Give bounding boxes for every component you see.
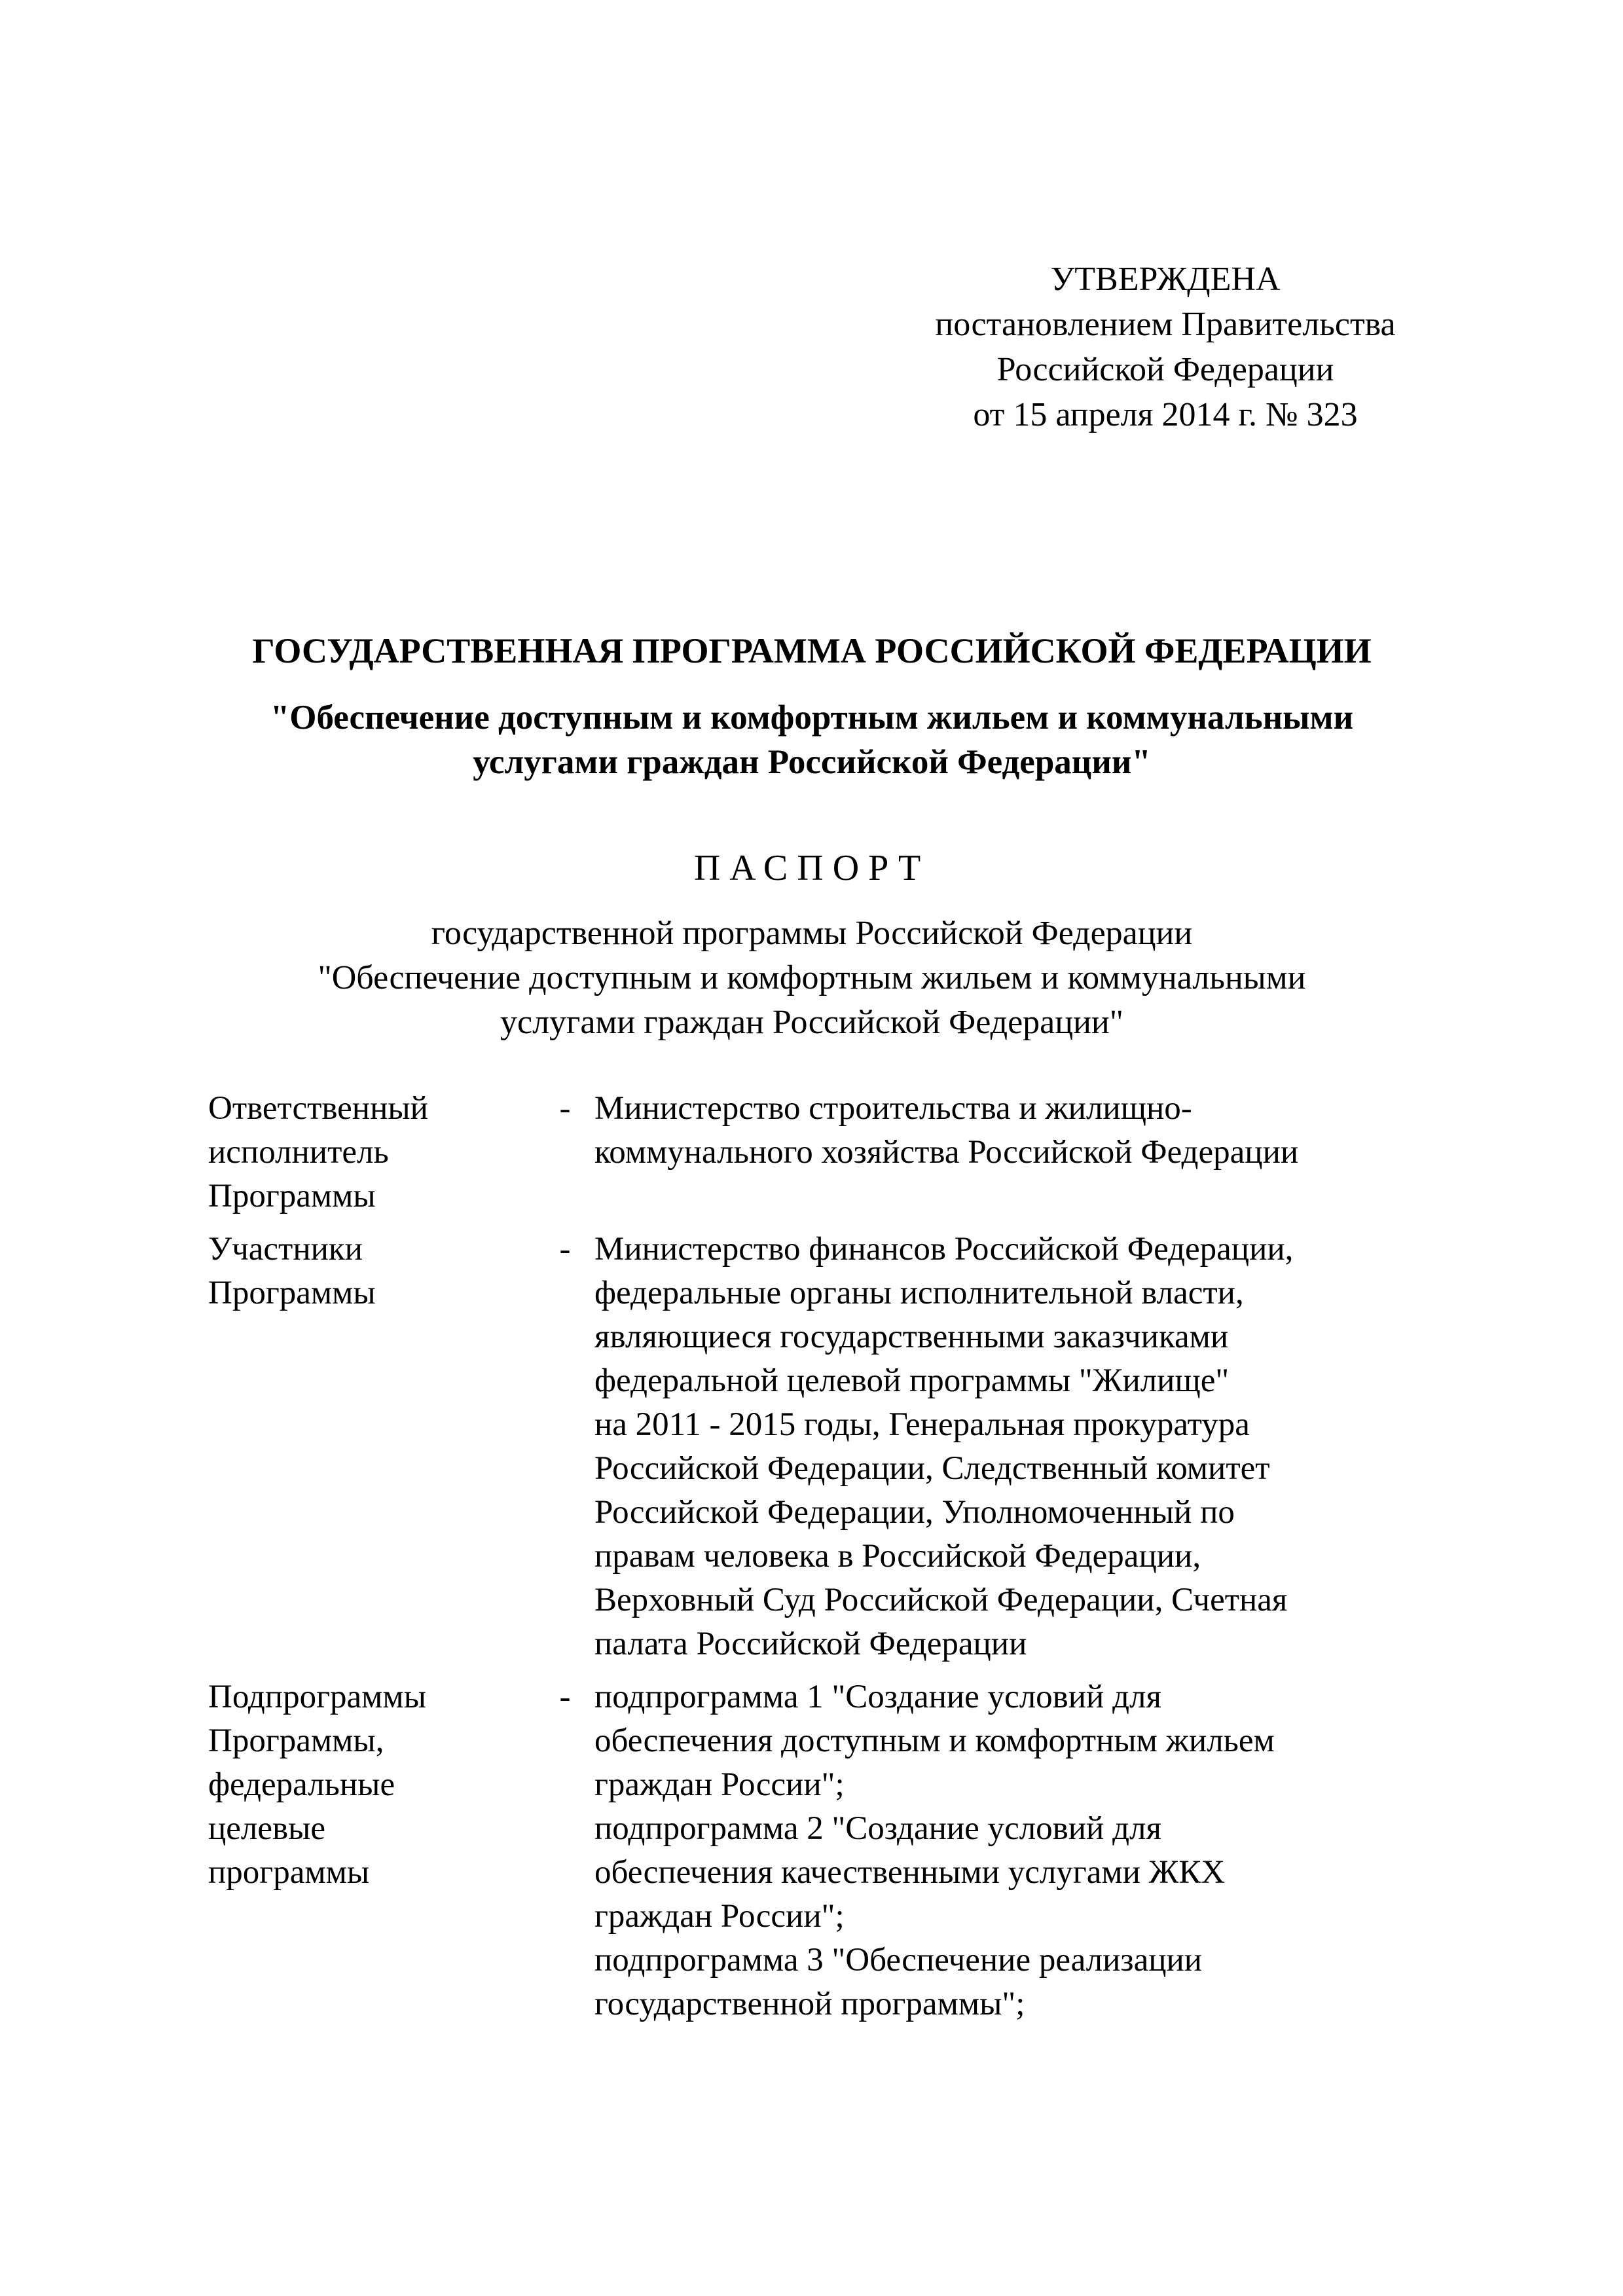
approval-line: Российской Федерации <box>996 351 1334 388</box>
approval-line: постановлением Правительства <box>935 306 1396 343</box>
passport-subtitle-line: государственной программы Российской Федерации <box>431 915 1193 952</box>
passport-heading: ПАСПОРТ <box>693 848 930 888</box>
passport-row-responsible <box>208 1087 1465 1218</box>
approval-line: УТВЕРЖДЕНА <box>1050 261 1281 298</box>
passport-row-participants <box>208 1228 1465 1666</box>
approval-line: от 15 апреля 2014 г. № 323 <box>973 396 1358 433</box>
row-label-line: Программы <box>208 1178 376 1214</box>
approval-stamp <box>877 257 1453 437</box>
row-value-line: подпрограмма 3 "Обеспечение реализации <box>594 1942 1203 1978</box>
row-label-line: Ответственный <box>208 1090 428 1127</box>
row-value-line: подпрограмма 2 "Создание условий для <box>594 1810 1161 1847</box>
row-dash: - <box>559 1679 571 1715</box>
row-value <box>594 1087 1465 1218</box>
row-dash: - <box>559 1231 571 1267</box>
row-value <box>594 1228 1465 1666</box>
row-label-line: Участники <box>208 1231 363 1267</box>
row-value-line: Российской Федерации, Уполномоченный по <box>594 1494 1235 1531</box>
row-label-line: исполнитель <box>208 1134 389 1171</box>
passport-table <box>208 1087 1465 2035</box>
row-label-line: целевые <box>208 1810 325 1847</box>
row-value-line: государственной программы"; <box>594 1986 1025 2022</box>
program-subtitle <box>157 695 1467 784</box>
row-label-line: Подпрограммы <box>208 1679 426 1715</box>
row-value-line: являющиеся государственными заказчиками <box>594 1319 1229 1355</box>
row-value-line: федеральной целевой программы "Жилище" <box>594 1362 1230 1399</box>
row-value-line: Министерство строительства и жилищно- <box>594 1090 1192 1127</box>
row-value-line: коммунального хозяйства Российской Федерации <box>594 1134 1299 1171</box>
row-value-line: правам человека в Российской Федерации, <box>594 1538 1201 1575</box>
passport-subtitle-line: услугами граждан Российской Федерации" <box>500 1004 1123 1041</box>
program-title: ГОСУДАРСТВЕННАЯ ПРОГРАММА РОССИЙСКОЙ ФЕДЕРАЦИИ <box>252 631 1372 670</box>
row-value-line: Российской Федерации, Следственный комитет <box>594 1450 1270 1487</box>
row-value-line: на 2011 - 2015 годы, Генеральная прокуратура <box>594 1406 1250 1443</box>
row-label <box>208 1675 536 2026</box>
passport-row-subprograms <box>208 1675 1465 2026</box>
row-label <box>208 1228 536 1666</box>
row-value-line: подпрограмма 1 "Создание условий для <box>594 1679 1161 1715</box>
row-value-line: палата Российской Федерации <box>594 1626 1027 1662</box>
row-label-line: Программы <box>208 1275 376 1311</box>
row-value-line: обеспечения качественными услугами ЖКХ <box>594 1854 1226 1891</box>
program-subtitle-line: "Обеспечение доступным и комфортным жильем и коммунальными <box>270 699 1354 737</box>
passport-subtitle-line: "Обеспечение доступным и комфортным жильем и коммунальными <box>318 959 1306 996</box>
row-value-line: граждан России"; <box>594 1898 845 1935</box>
row-value-line: Министерство финансов Российской Федерации, <box>594 1231 1294 1267</box>
row-dash: - <box>559 1090 571 1127</box>
passport-subtitle <box>157 911 1467 1045</box>
row-value-line: граждан России"; <box>594 1766 845 1803</box>
program-subtitle-line: услугами граждан Российской Федерации" <box>473 743 1151 781</box>
row-label-line: Программы, <box>208 1722 384 1759</box>
row-label-line: программы <box>208 1854 370 1891</box>
row-label <box>208 1087 536 1218</box>
row-value-line: федеральные органы исполнительной власти, <box>594 1275 1244 1311</box>
row-value-line: Верховный Суд Российской Федерации, Счетная <box>594 1582 1288 1618</box>
row-label-line: федеральные <box>208 1766 395 1803</box>
row-value <box>594 1675 1465 2026</box>
row-value-line: обеспечения доступным и комфортным жильем <box>594 1722 1275 1759</box>
